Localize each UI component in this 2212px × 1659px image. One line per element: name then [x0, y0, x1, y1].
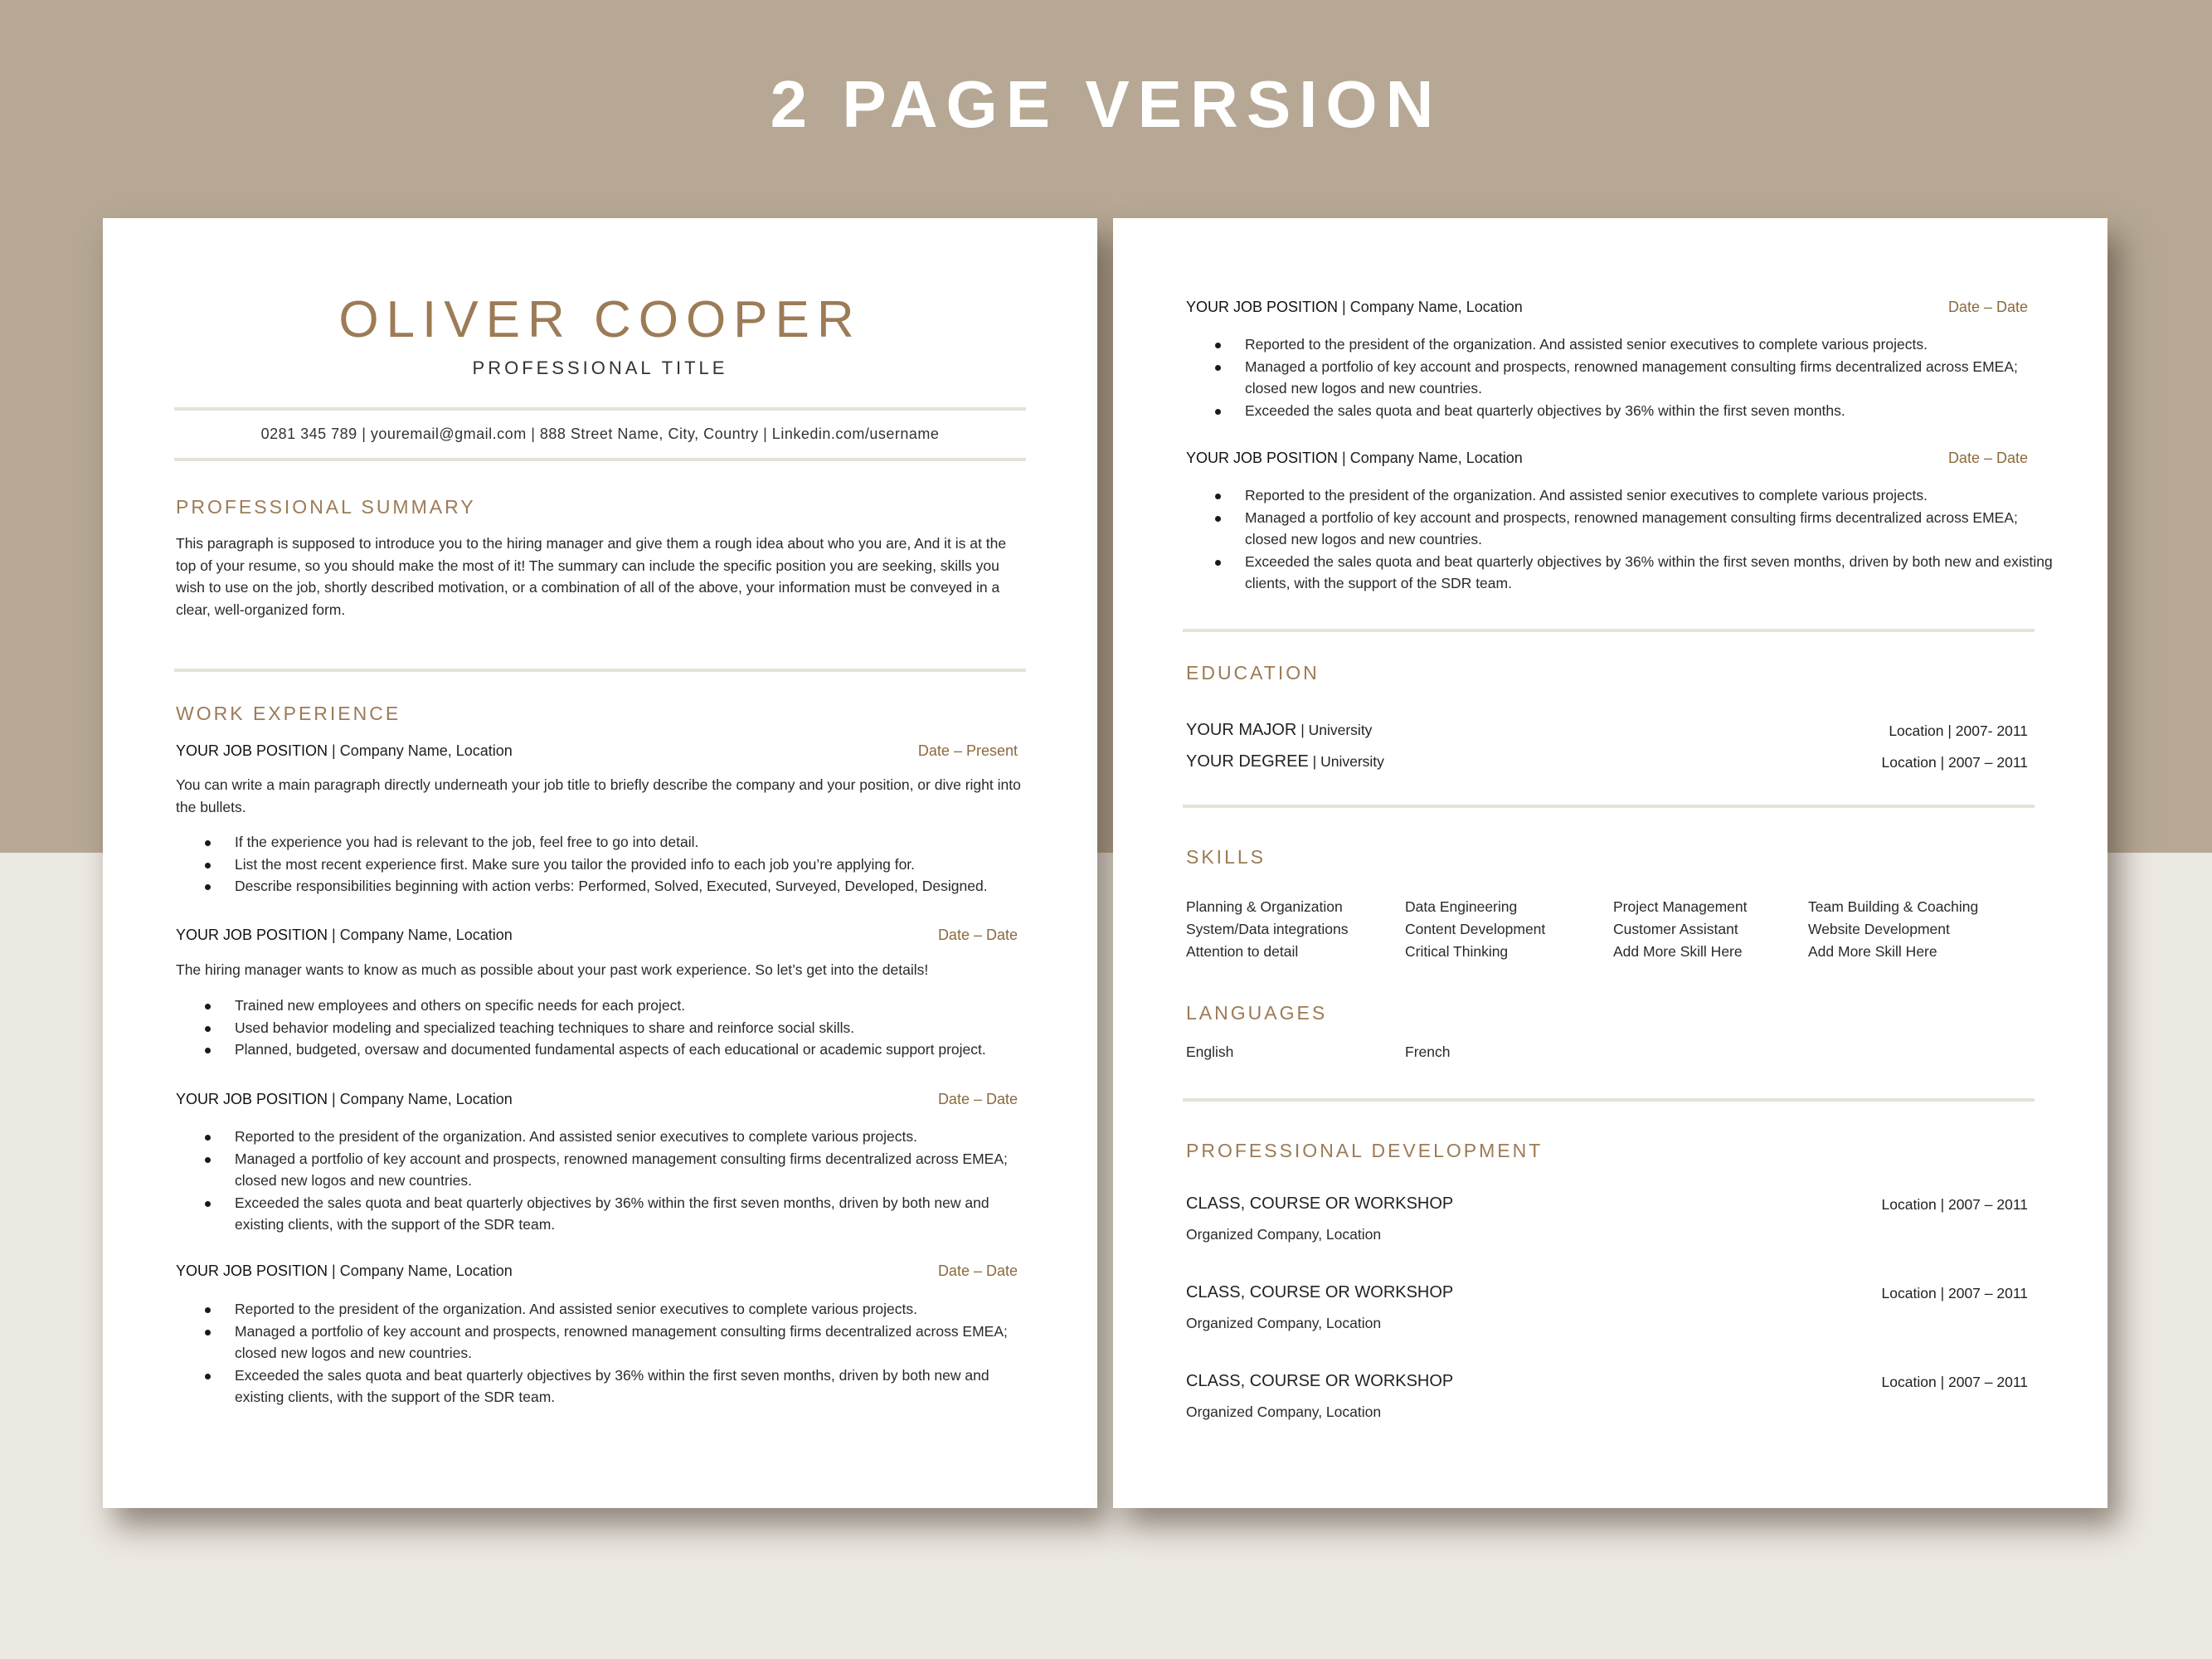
skill-item: Content Development	[1405, 921, 1546, 937]
banner-title: 2 PAGE VERSION	[770, 67, 1442, 141]
list-item: Used behavior modeling and specialized teaching techniques to share and reinforce social skills.	[235, 1017, 1031, 1039]
job-position: YOUR JOB POSITION	[1186, 450, 1339, 466]
skill-item: Team Building & Coaching	[1808, 898, 1979, 915]
job-date: Date – Date	[937, 1091, 1018, 1107]
course-organizer: Organized Company, Location	[1186, 1315, 1382, 1331]
job-date: Date – Date	[937, 1262, 1018, 1279]
list-item: Reported to the president of the organization. And assisted senior executives to complete various projects.	[1245, 333, 2058, 356]
job-bullets	[176, 995, 1031, 1061]
job-title-line	[176, 742, 513, 760]
job-bullets	[176, 831, 1031, 898]
skill-item: Add More Skill Here	[1613, 943, 1743, 960]
list-item: Trained new employees and others on specific needs for each project.	[235, 995, 1031, 1017]
divider	[174, 407, 1026, 411]
education-school: | University	[1308, 753, 1384, 770]
list-item: Planned, budgeted, oversaw and documented fundamental aspects of each educational or academic support project.	[235, 1039, 1031, 1061]
divider	[1183, 629, 2035, 632]
skill-item: Website Development	[1808, 921, 1950, 937]
section-heading-languages: LANGUAGES	[1186, 1002, 1328, 1024]
course-title: CLASS, COURSE OR WORKSHOP	[1186, 1283, 1454, 1301]
list-item: Managed a portfolio of key account and prospects, renowned management consulting firms decentralized across EMEA; closed new logos and new countries.	[235, 1148, 1031, 1192]
education-degree: YOUR MAJOR	[1186, 721, 1297, 739]
list-item: Reported to the president of the organization. And assisted senior executives to complete various projects.	[1245, 484, 2058, 507]
divider	[1183, 805, 2035, 808]
section-heading-education: EDUCATION	[1186, 662, 1320, 684]
divider	[174, 458, 1026, 461]
list-item: Reported to the president of the organization. And assisted senior executives to complete various projects.	[235, 1126, 1031, 1148]
education-detail: Location | 2007- 2011	[1889, 722, 2028, 739]
job-company: | Company Name, Location	[1338, 299, 1523, 315]
section-heading-work: WORK EXPERIENCE	[176, 703, 401, 724]
job-position: YOUR JOB POSITION	[176, 1091, 328, 1107]
skill-item: Add More Skill Here	[1808, 943, 1937, 960]
job-date: Date – Date	[1947, 299, 2028, 315]
section-heading-skills: SKILLS	[1186, 846, 1266, 868]
job-intro: The hiring manager wants to know as much as possible about your past work experience. So let’s get into the details!	[176, 961, 929, 978]
candidate-name: OLIVER COOPER	[338, 291, 862, 348]
list-item: Exceeded the sales quota and beat quarterly objectives by 36% within the first seven months, driven by both new and existing clients, with the support of the SDR team.	[235, 1365, 1031, 1408]
course-detail: Location | 2007 – 2011	[1881, 1196, 2028, 1213]
resume-page-1	[103, 218, 1097, 1508]
list-item: Exceeded the sales quota and beat quarterly objectives by 36% within the first seven months, driven by both new and existing clients, with the support of the SDR team.	[235, 1192, 1031, 1236]
skill-item: Critical Thinking	[1405, 943, 1509, 960]
education-row	[1186, 721, 1372, 740]
job-company: | Company Name, Location	[328, 1262, 513, 1279]
job-title-line	[1186, 450, 1523, 467]
list-item: Describe responsibilities beginning with action verbs: Performed, Solved, Executed, Surveyed, Developed, Designed.	[235, 875, 1031, 898]
job-bullets	[1186, 333, 2058, 421]
course-organizer: Organized Company, Location	[1186, 1226, 1382, 1243]
resume-page-2	[1113, 218, 2107, 1508]
list-item: Exceeded the sales quota and beat quarterly objectives by 36% within the first seven months, driven by both new and existing clients, with the support of the SDR team.	[1245, 551, 2058, 595]
education-row	[1186, 752, 1384, 771]
skill-item: Project Management	[1613, 898, 1748, 915]
divider	[1183, 1098, 2035, 1102]
education-degree: YOUR DEGREE	[1186, 752, 1309, 771]
professional-title: PROFESSIONAL TITLE	[472, 358, 728, 378]
course-detail: Location | 2007 – 2011	[1881, 1374, 2028, 1390]
job-date: Date – Date	[1947, 450, 2028, 466]
job-bullets	[176, 1126, 1031, 1236]
summary-text: This paragraph is supposed to introduce you to the hiring manager and give them a rough idea about who you are, And it is at the top of your resume, so you should make the most of it! The summary can include the specific position you are seeking, skills you wish to use on the job, shortly described motivation, or a combination of all of the above, your information must be conveyed in a clear, well-organized form.	[176, 535, 1007, 618]
section-heading-development: PROFESSIONAL DEVELOPMENT	[1186, 1140, 1544, 1161]
list-item: If the experience you had is relevant to the job, feel free to go into detail.	[235, 831, 1031, 854]
skill-item: Data Engineering	[1405, 898, 1518, 915]
language-item: English	[1186, 1044, 1234, 1060]
skill-item: Planning & Organization	[1186, 898, 1343, 915]
job-bullets	[176, 1298, 1031, 1408]
list-item: Exceeded the sales quota and beat quarterly objectives by 36% within the first seven months.	[1245, 400, 2058, 422]
job-position: YOUR JOB POSITION	[176, 1262, 328, 1279]
job-company: | Company Name, Location	[328, 1091, 513, 1107]
job-company: | Company Name, Location	[1338, 450, 1523, 466]
job-title-line	[1186, 299, 1523, 316]
skill-item: System/Data integrations	[1186, 921, 1349, 937]
section-heading-summary: PROFESSIONAL SUMMARY	[176, 496, 476, 518]
list-item: Managed a portfolio of key account and prospects, renowned management consulting firms decentralized across EMEA; closed new logos and new countries.	[235, 1321, 1031, 1365]
list-item: List the most recent experience first. Make sure you tailor the provided info to each job you’re applying for.	[235, 854, 1031, 876]
list-item: Managed a portfolio of key account and prospects, renowned management consulting firms decentralized across EMEA; closed new logos and new countries.	[1245, 507, 2058, 551]
contact-line: 0281 345 789 | youremail@gmail.com | 888 Street Name, City, Country | Linkedin.com/username	[260, 426, 940, 442]
course-title: CLASS, COURSE OR WORKSHOP	[1186, 1372, 1454, 1390]
skill-item: Customer Assistant	[1613, 921, 1738, 937]
skill-item: Attention to detail	[1186, 943, 1299, 960]
education-detail: Location | 2007 – 2011	[1881, 754, 2028, 771]
language-item: French	[1405, 1044, 1451, 1060]
list-item: Managed a portfolio of key account and prospects, renowned management consulting firms decentralized across EMEA; closed new logos and new countries.	[1245, 356, 2058, 400]
course-title: CLASS, COURSE OR WORKSHOP	[1186, 1194, 1454, 1213]
divider	[174, 669, 1026, 672]
course-organizer: Organized Company, Location	[1186, 1404, 1382, 1420]
list-item: Reported to the president of the organization. And assisted senior executives to complete various projects.	[235, 1298, 1031, 1321]
job-position: YOUR JOB POSITION	[176, 927, 328, 943]
job-title-line	[176, 1262, 513, 1280]
education-school: | University	[1296, 722, 1373, 738]
job-title-line	[176, 927, 513, 944]
job-title-line	[176, 1091, 513, 1108]
job-date: Date – Present	[917, 742, 1018, 759]
job-company: | Company Name, Location	[328, 742, 513, 759]
job-company: | Company Name, Location	[328, 927, 513, 943]
job-date: Date – Date	[937, 927, 1018, 943]
course-detail: Location | 2007 – 2011	[1881, 1285, 2028, 1301]
job-position: YOUR JOB POSITION	[1186, 299, 1339, 315]
job-position: YOUR JOB POSITION	[176, 742, 328, 759]
job-intro: You can write a main paragraph directly underneath your job title to briefly describe the company and your position, or dive right into the bullets.	[176, 776, 1021, 815]
job-bullets	[1186, 484, 2058, 595]
